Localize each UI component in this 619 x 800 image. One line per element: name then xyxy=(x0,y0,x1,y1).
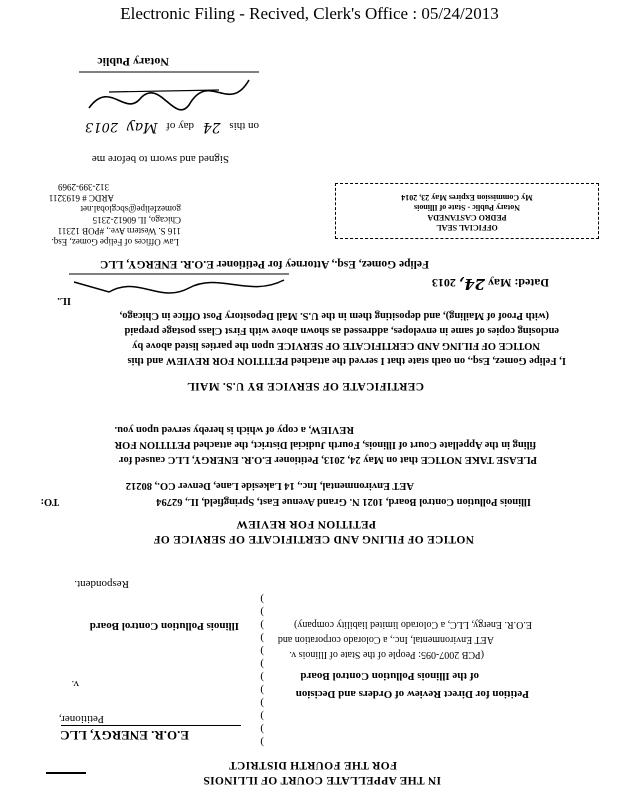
caption-right-line1: Petition for Direct Review of Orders and Decision xyxy=(295,688,529,700)
versus-label: v. xyxy=(71,678,79,690)
petitioner-name: E.O.R. ENERGY, LLC xyxy=(60,728,189,743)
attorney-signature-drawing xyxy=(69,270,289,300)
seal-line2: PEDRO CASTANEDA xyxy=(427,213,507,222)
notice-para-line2: filing in the Appellate Court of Illinois, Fourth Judicial District, the attached PETITION FOR xyxy=(114,439,536,450)
caption-right-line2: of the Illinois Pollution Control Board xyxy=(300,670,479,682)
caption-parentheses: ) ) ) ) ) ) ) ) ) ) ) ) xyxy=(260,593,264,748)
filing-stamp-header: Electronic Filing - Recived, Clerk's Office : 05/24/2013 xyxy=(120,4,499,23)
attorney-address2: Chicago, IL 60612-2315 xyxy=(92,215,181,225)
attorney-phone: 312-399-2969 xyxy=(58,182,109,192)
petitioner-rule xyxy=(61,725,241,726)
caption-right-line5: E.O.R. Energy, LLC, a Colorado limited liability company) xyxy=(293,619,532,630)
attorney-email: gomezfelipe@sbcglobal.net xyxy=(80,204,181,214)
notary-title: Notary Public xyxy=(97,55,169,69)
dated-label: Dated: May xyxy=(488,276,549,290)
notary-day-of: day of xyxy=(166,120,195,132)
notice-para-line3: REVIEW, a copy of which is hereby served upon you. xyxy=(114,424,354,435)
respondent-role: Respondent. xyxy=(74,578,129,590)
notary-sworn: Signed and sworn to before me xyxy=(91,153,229,165)
certificate-line1: I, Felipe Gomez, Esq., on oath state that I served the attached PETITION FOR REVIEW and this xyxy=(127,355,566,366)
certificate-title: CERTIFICATE OF SERVICE BY U.S. MAIL xyxy=(186,380,424,392)
to-label: TO: xyxy=(40,496,59,507)
notary-on-this: on this xyxy=(229,120,259,132)
notary-signature-drawing xyxy=(69,65,259,120)
certificate-line4: (with Proof of Mailing), and depositing them in the U.S. Mail Depository Post Office in Chicago, xyxy=(119,310,549,321)
dated-day: 24, xyxy=(458,275,486,293)
to-line2: AET Environmental, Inc., 14 Lakeside Lane, Denver CO., 80212 xyxy=(125,480,414,491)
attorney-address1: 116 S. Western Ave., #POB 12311 xyxy=(57,226,181,236)
attorney-firm: Law Offices of Felipe Gomez, Esq. xyxy=(51,237,179,247)
seal-line4: My Commission Expires May 23, 2014 xyxy=(401,193,533,202)
notary-month: May xyxy=(126,119,158,135)
notary-seal xyxy=(335,183,599,239)
attorney-ardc: ARDC # 6193211 xyxy=(48,193,114,203)
petitioner-role: Petitioner, xyxy=(58,713,104,725)
dated-year: 2013 xyxy=(431,276,456,290)
certificate-line5: IL. xyxy=(57,295,71,306)
seal-line1: OFFICIAL SEAL xyxy=(436,223,498,232)
notice-title: NOTICE OF FILING AND CERTIFICATE OF SERVICE OF xyxy=(153,533,474,545)
heading-rule xyxy=(46,772,86,774)
attorney-signature-line: Felipe Gomez, Esq., Attorney for Petitioner E.O.R. ENERGY, LLC xyxy=(99,258,429,270)
court-title: IN THE APPELLATE COURT OF ILLINOIS xyxy=(203,774,441,786)
notice-para-line1: PLEASE TAKE NOTICE that on May 24, 2013, Petitioner E.O.R. ENERGY, LLC caused for xyxy=(118,454,537,465)
caption-right-line3: (PCB 2007-095: People of the State of Illinois v. xyxy=(289,649,484,660)
respondent-name: Illinois Pollution Control Board xyxy=(89,620,239,632)
dated-line xyxy=(432,275,549,292)
notice-subtitle: PETITION FOR REVIEW xyxy=(236,518,376,530)
notary-day: 24 xyxy=(202,119,221,135)
to-line1: Illinois Pollution Control Board, 1021 N. Grand Avenue East, Springfield, IL, 62794 xyxy=(156,496,531,507)
certificate-line3: enclosing copies of same in envelopes, addressed as shown above with First Class postage prepaid xyxy=(124,325,559,336)
seal-line3: Notary Public - State of Illinois xyxy=(414,203,520,212)
scanned-document-page xyxy=(0,28,619,800)
certificate-line2: NOTICE OF FILING AND CERTIFICATE OF SERVICE upon the parties listed above by xyxy=(132,340,540,351)
notary-date-line xyxy=(85,118,259,135)
notary-year: 2013 xyxy=(85,119,119,134)
caption-right-line4: AET Environmental, Inc., a Colorado corporation and xyxy=(277,634,494,645)
district-title: FOR THE FOURTH DISTRICT xyxy=(228,759,397,771)
